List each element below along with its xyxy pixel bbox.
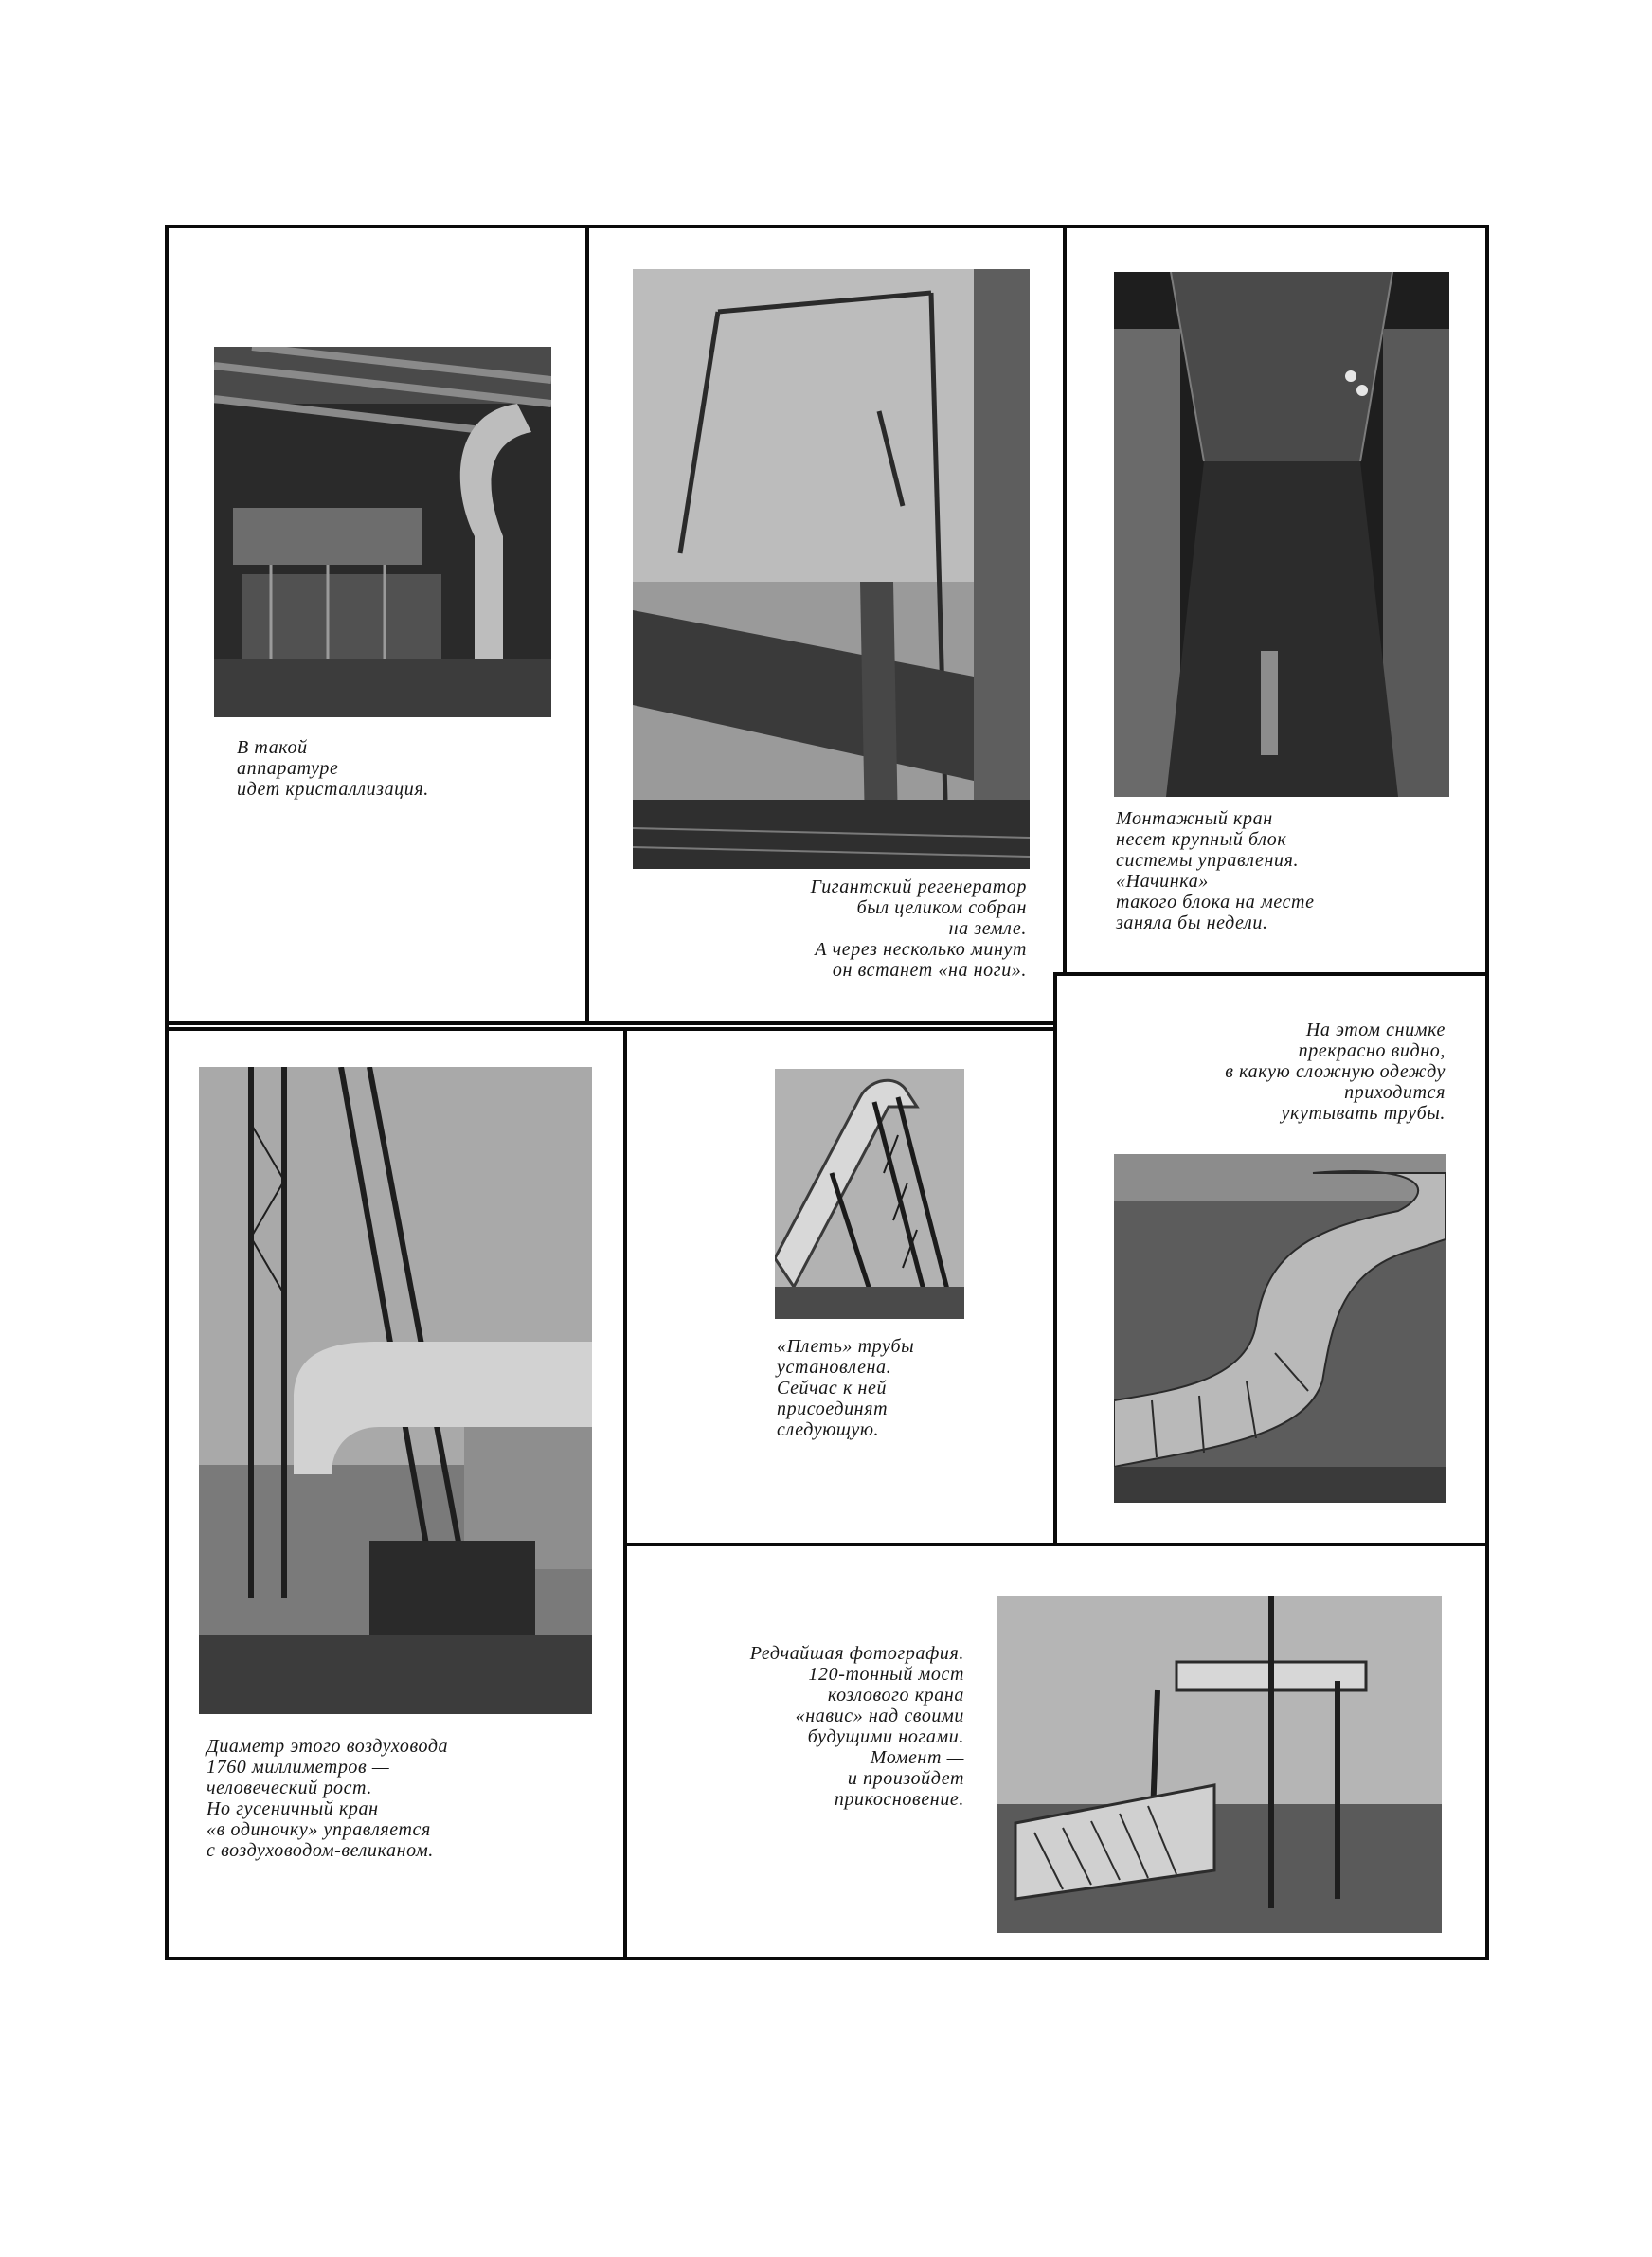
caption-line: прикосновение. [834, 1789, 964, 1810]
caption-regenerator [811, 876, 1027, 981]
caption-line: прекрасно видно, [1298, 1040, 1446, 1061]
caption-line: и произойдет [847, 1768, 964, 1789]
caption-line: несет крупный блок [1116, 829, 1287, 850]
caption-line: такого блока на месте [1116, 892, 1315, 912]
caption-line: А через несколько минут [815, 939, 1027, 960]
panel-crystallization [165, 225, 591, 1025]
caption-line: «в одиночку» управляется [206, 1819, 431, 1840]
caption-line: козлового крана [827, 1685, 964, 1706]
caption-line: был целиком собран [856, 897, 1027, 918]
caption-line: присоединят [777, 1399, 889, 1419]
gantry-crane-bridge-photo [997, 1596, 1442, 1933]
caption-line: Момент — [870, 1747, 964, 1768]
panel-wrapped-pipe [1053, 972, 1489, 1546]
caption-line: «навис» над своими [795, 1706, 964, 1726]
caption-line: Но гусеничный кран [206, 1798, 379, 1819]
caption-line: он встанет «на ноги». [832, 960, 1027, 981]
caption-line: 120-тонный мост [808, 1664, 964, 1685]
panel-pipe-whip [623, 1027, 1057, 1546]
caption-line: в какую сложную одежду [1225, 1061, 1446, 1082]
caption-control-block [1116, 808, 1315, 933]
panel-air-duct [165, 1027, 627, 1960]
caption-line: аппаратуре [237, 758, 339, 779]
caption-pipe-whip [777, 1336, 914, 1440]
caption-line: с воздуховодом-великаном. [206, 1840, 434, 1861]
caption-line: следующую. [777, 1419, 880, 1440]
caption-line: Гигантский регенератор [810, 876, 1027, 897]
caption-line: Диаметр этого воздуховода [206, 1736, 449, 1757]
air-duct-crawler-crane-photo [199, 1067, 592, 1714]
caption-line: на земле. [948, 918, 1027, 939]
caption-line: приходится [1344, 1082, 1446, 1103]
pipe-whip-photo [775, 1069, 964, 1319]
caption-line: идет кристаллизация. [237, 779, 429, 800]
caption-line: «Начинка» [1116, 871, 1209, 892]
caption-line: В такой [237, 737, 308, 758]
panel-regenerator [585, 225, 1067, 1025]
caption-line: Редчайшая фотография. [749, 1643, 964, 1664]
caption-line: человеческий рост. [206, 1778, 372, 1798]
caption-line: 1760 миллиметров — [206, 1757, 390, 1778]
panel-gantry-crane [623, 1543, 1489, 1960]
caption-crystallization [237, 737, 429, 800]
panel-control-block [1063, 225, 1489, 976]
caption-line: На этом снимке [1305, 1020, 1446, 1040]
caption-line: Монтажный кран [1116, 808, 1273, 829]
caption-line: будущими ногами. [807, 1726, 964, 1747]
regenerator-crane-photo [633, 269, 1030, 869]
caption-line: установлена. [777, 1357, 892, 1378]
caption-line: «Плеть» трубы [777, 1336, 915, 1357]
caption-air-duct [206, 1736, 448, 1861]
caption-line: укутывать трубы. [1281, 1103, 1446, 1124]
caption-wrapped-pipe [1225, 1020, 1446, 1124]
crane-control-block-photo [1114, 272, 1449, 797]
wrapped-pipe-photo [1114, 1154, 1446, 1503]
caption-line: системы управления. [1116, 850, 1300, 871]
crystallization-apparatus-photo [214, 347, 551, 717]
caption-gantry-crane [750, 1643, 964, 1810]
caption-line: заняла бы недели. [1116, 912, 1268, 933]
caption-line: Сейчас к ней [777, 1378, 888, 1399]
